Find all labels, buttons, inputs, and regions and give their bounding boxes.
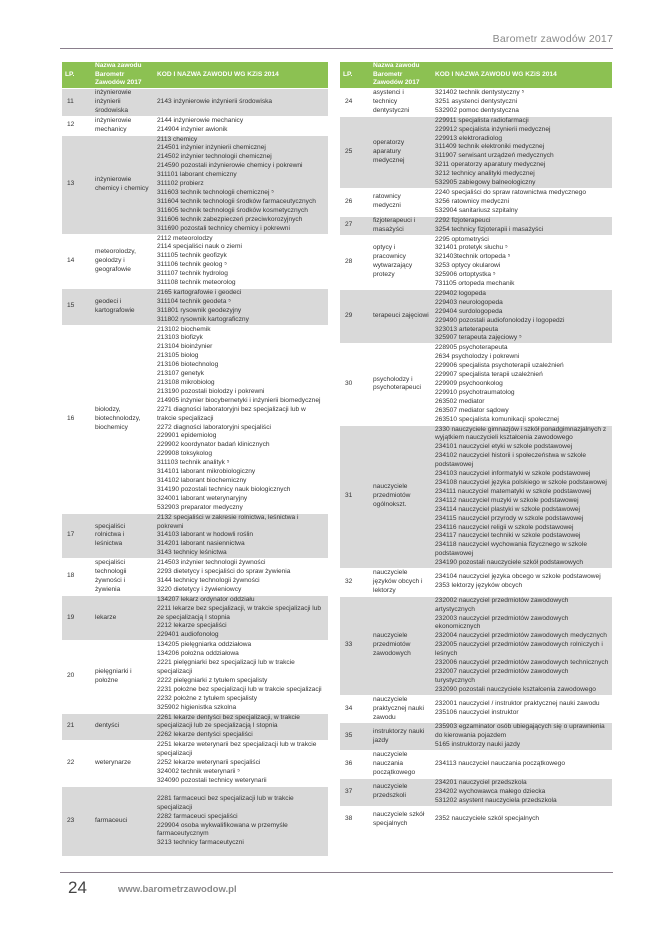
code-entry: 314201 laborant nasiennictwa xyxy=(157,540,245,548)
row-number: 13 xyxy=(62,135,92,234)
occupation-codes xyxy=(432,216,612,235)
code-entry: 325902 higienistka szkolna xyxy=(157,703,237,711)
code-entry: 235903 egzaminator osób ubiegających się o uprawnienia do kierowania pojazdem xyxy=(435,723,605,740)
row-number: 32 xyxy=(345,577,353,585)
code-entry: 214904 inżynier awionik xyxy=(157,125,228,133)
code-entry: 234114 nauczyciel plastyki w szkole podstawowej xyxy=(435,505,581,513)
code-entry: 232090 pozostali nauczyciele kształcenia zawodowego xyxy=(435,685,596,693)
code-entry: 314102 laborant biochemiczny xyxy=(157,476,247,484)
occupation-codes xyxy=(154,325,328,513)
table-row xyxy=(62,234,328,288)
code-entry: 532902 pomoc dentystyczna xyxy=(435,106,519,114)
table-row xyxy=(340,344,612,425)
code-entry: 2262 lekarze dentyści specjaliści xyxy=(157,731,253,739)
row-number: 24 xyxy=(345,97,353,105)
table-row xyxy=(340,289,612,343)
row-number: 23 xyxy=(62,786,92,856)
code-entry: 324001 laborant weterynaryjny xyxy=(157,494,248,502)
row-number: 21 xyxy=(62,713,92,741)
website-link[interactable]: www.barometrzawodow.pl xyxy=(118,884,237,895)
code-entry: 234118 nauczyciel wychowania fizycznego w szkole podstawowej xyxy=(435,541,587,558)
code-entry: 311605 technik technologii środków kosmetycznych xyxy=(157,206,308,214)
occupation-codes xyxy=(154,135,328,234)
table-row xyxy=(62,641,328,713)
occupation-codes xyxy=(432,806,612,839)
code-entry: 234117 nauczyciel techniki w szkole podstawowej xyxy=(435,532,581,540)
code-entry: 234113 nauczyciel nauczania początkowego xyxy=(435,760,566,768)
code-entry: 323013 arteterapeuta xyxy=(435,325,499,333)
code-entry: 263510 specjalista komunikacji społecznej xyxy=(435,415,559,423)
code-entry: 2240 specjaliści do spraw ratownictwa medycznego xyxy=(435,188,586,196)
code-entry: 2112 meteorolodzy xyxy=(157,234,213,242)
table-row xyxy=(340,569,612,597)
code-entry: 232002 nauczyciel przedmiotów zawodowych artystycznych xyxy=(435,596,569,613)
code-entry: 229912 specjalista inżynierii medycznej xyxy=(435,125,551,133)
code-entry: 532904 sanitariusz szpitalny xyxy=(435,206,518,214)
code-entry: 232003 nauczyciel przedmiotów zawodowych ekonomicznych xyxy=(435,614,569,631)
code-entry: 5165 instruktorzy nauki jazdy xyxy=(435,741,521,749)
code-entry: 229913 elektroradiolog xyxy=(435,134,503,142)
occupation-name: fizjoterapeuci i masażyści xyxy=(370,216,432,235)
row-number: 22 xyxy=(67,759,75,767)
code-entry: 232001 nauczyciel / instruktor praktycznej nauki zawodu xyxy=(435,700,600,708)
code-entry: 2231 położne bez specjalizacji lub w trakcie specjalizacji xyxy=(157,685,322,693)
code-entry: 2261 lekarze dentyści bez specjalizacji, w trakcie specjalizacji lub ze specjalizacją I stopnia xyxy=(157,713,300,730)
table-row xyxy=(340,596,612,695)
occupation-name: nauczyciele przedmiotów zawodowych xyxy=(370,596,432,695)
occupation-codes xyxy=(432,235,612,289)
code-entry: 229910 psychotraumatolog xyxy=(435,388,515,396)
occupation-codes xyxy=(432,695,612,723)
table-row xyxy=(340,751,612,779)
code-entry: 134207 lekarz ordynator oddziału xyxy=(157,595,255,603)
code-entry: 228905 psychoterapeuta xyxy=(435,344,508,352)
code-entry: 2353 lektorzy języków obcych xyxy=(435,582,523,590)
code-entry: 2143 inżynierowie inżynierii środowiska xyxy=(157,97,273,105)
code-entry: 2165 kartografowie i geodeci xyxy=(157,288,242,296)
occupation-name: ratownicy medyczni xyxy=(373,193,401,210)
occupation-name: nauczyciele szkół specjalnych xyxy=(373,810,425,827)
code-entry: 229908 toksykolog xyxy=(157,450,212,458)
code-entry: 311409 technik elektroniki medycznej xyxy=(435,143,545,151)
occupation-codes xyxy=(432,723,612,751)
code-entry: 311801 rysownik geodezyjny xyxy=(157,306,242,314)
code-entry: 134206 położna oddziałowa xyxy=(157,650,239,658)
code-entry: 311104 technik geodeta ⁵ xyxy=(157,297,231,305)
occupation-name: lekarze xyxy=(92,595,154,641)
code-entry: 229490 pozostali audiofonolodzy i logopedzi xyxy=(435,316,565,324)
row-number: 20 xyxy=(67,672,75,680)
table-header xyxy=(340,62,612,89)
code-entry: 234108 nauczyciel języka polskiego w szkole podstawowej xyxy=(435,478,607,486)
code-entry: 2271 diagności laboratoryjni bez specjalizacji lub w trakcie specjalizacji xyxy=(157,405,306,422)
code-entry: 232007 nauczyciel przedmiotów zawodowych turystycznych xyxy=(435,668,569,684)
occupation-name: meteorolodzy, geolodzy i geografowie xyxy=(95,247,136,273)
occupation-name: terapeuci zajęciowi xyxy=(370,289,432,343)
code-entry: 3253 optycy okularowi xyxy=(435,262,501,270)
occupation-codes xyxy=(154,559,328,596)
row-number: 28 xyxy=(345,257,353,265)
code-entry: 234111 nauczyciel matematyki w szkole podstawowej xyxy=(435,487,592,495)
code-entry: 234190 pozostali nauczyciele szkół podstawowych xyxy=(435,559,584,567)
top-rule xyxy=(60,48,613,49)
bottom-rule xyxy=(60,872,613,873)
code-entry: 3220 dietetycy i żywieniowcy xyxy=(157,585,242,593)
code-entry: 214503 inżynier technologii żywności xyxy=(157,559,266,567)
code-entry: 214590 pozostali inżynierowie chemicy i pokrewni xyxy=(157,162,303,170)
occupation-codes xyxy=(154,513,328,559)
table-row xyxy=(62,89,328,117)
code-entry: 311105 technik geofizyk xyxy=(157,252,227,260)
code-entry: 2114 specjaliści nauk o ziemi xyxy=(157,243,242,251)
row-number: 18 xyxy=(67,572,75,580)
column-header-lp: LP. xyxy=(62,62,92,89)
code-entry: 229404 surdologopeda xyxy=(435,307,503,315)
code-entry: 311108 technik meteorolog xyxy=(157,279,236,287)
code-entry: 263507 mediator sądowy xyxy=(435,406,509,414)
occupation-codes xyxy=(432,289,612,343)
code-entry: 311107 technik hydrolog xyxy=(157,270,228,278)
code-entry: 214501 inżynier inżynierii chemicznej xyxy=(157,144,266,152)
occupation-codes xyxy=(432,596,612,695)
table-row xyxy=(62,513,328,559)
code-entry: 731105 ortopeda mechanik xyxy=(435,280,515,288)
code-entry: 2282 farmaceuci specjaliści xyxy=(157,812,238,820)
code-entry: 2113 chemicy xyxy=(157,135,198,143)
occupation-codes xyxy=(432,188,612,216)
occupation-name: asystenci i technicy dentystyczni xyxy=(373,89,410,114)
code-entry: 2222 pielęgniarki z tytułem specjalisty xyxy=(157,676,268,684)
row-number: 25 xyxy=(340,116,370,188)
occupation-name: specjaliści technologii żywności i żywienia xyxy=(95,559,127,593)
code-entry: 314103 laborant w hodowli roślin xyxy=(157,531,254,539)
occupation-name: biolodzy, biotechnolodzy, biochemicy xyxy=(95,405,141,431)
table-row xyxy=(340,89,612,117)
occupation-codes xyxy=(154,595,328,641)
code-entry: 2212 lekarze specjaliści xyxy=(157,622,227,630)
code-entry: 321402 technik dentystyczny ⁵ xyxy=(435,89,525,96)
occupation-name: dentyści xyxy=(92,713,154,741)
occupation-codes xyxy=(432,751,612,779)
table-row xyxy=(340,695,612,723)
table-row xyxy=(62,559,328,596)
column-header-code: KOD I NAZWA ZAWODU WG KZiS 2014 xyxy=(432,62,612,89)
code-entry: 213190 pozostali biolodzy i pokrewni xyxy=(157,387,265,395)
occupation-codes xyxy=(154,234,328,288)
table-row xyxy=(62,786,328,856)
table-row xyxy=(340,425,612,569)
code-entry: 2144 inżynierowie mechanicy xyxy=(157,116,244,124)
code-entry: 232005 nauczyciel przedmiotów zawodowych rolniczych i leśnych xyxy=(435,641,603,658)
code-entry: 229901 epidemiolog xyxy=(157,432,217,440)
code-entry: 229906 specjalista psychoterapii uzależnień xyxy=(435,362,564,370)
occupations-table-right xyxy=(340,62,612,839)
row-number: 30 xyxy=(345,380,353,387)
occupation-name: inżynierowie chemicy i chemicy xyxy=(92,135,154,234)
code-entry: 314101 laborant mikrobiologiczny xyxy=(157,468,256,476)
occupation-codes xyxy=(432,778,612,806)
code-entry: 311102 probierz xyxy=(157,180,204,188)
occupation-codes xyxy=(154,741,328,787)
occupation-codes xyxy=(154,116,328,135)
code-entry: 311907 serwisant urządzeń medycznych xyxy=(435,152,554,160)
table-row xyxy=(340,723,612,751)
occupation-name: weterynarze xyxy=(95,759,131,767)
code-entry: 314190 pozostali technicy nauk biologicznych xyxy=(157,485,291,493)
table-row xyxy=(62,288,328,325)
code-entry: 3212 technicy analityki medycznej xyxy=(435,170,535,178)
occupation-codes xyxy=(154,786,328,856)
occupation-name: operatorzy aparatury medycznej xyxy=(370,116,432,188)
occupation-name: farmaceuci xyxy=(92,786,154,856)
code-entry: 324090 pozostali technicy weterynarii xyxy=(157,776,267,784)
row-number: 26 xyxy=(345,197,353,205)
code-entry: 2352 nauczyciele szkół specjalnych xyxy=(435,815,540,823)
code-entry: 213107 genetyk xyxy=(157,370,204,378)
table-row xyxy=(340,806,612,839)
table-row xyxy=(340,188,612,216)
occupation-codes xyxy=(432,425,612,569)
code-entry: 2272 diagności laboratoryjni specjaliści xyxy=(157,423,271,431)
occupation-name: nauczyciele języków obcych i lektorzy xyxy=(373,569,423,594)
page-number: 24 xyxy=(68,878,87,897)
code-entry: 234112 nauczyciel muzyki w szkole podstawowej xyxy=(435,496,579,504)
code-entry: 263502 mediator xyxy=(435,397,485,405)
code-entry: 234102 nauczyciel historii i społeczeństwa w szkole podstawowej xyxy=(435,452,586,469)
occupation-name: inżynierowie mechanicy xyxy=(95,116,132,133)
table-row xyxy=(62,135,328,234)
row-number: 33 xyxy=(340,596,370,695)
occupation-codes xyxy=(154,713,328,741)
code-entry: 234103 nauczyciel informatyki w szkole podstawowej xyxy=(435,470,591,478)
row-number: 31 xyxy=(340,425,370,569)
code-entry: 311603 technik technologii chemicznej ⁵ xyxy=(157,188,274,196)
occupation-codes xyxy=(154,288,328,325)
code-entry: 311106 technik geolog ⁵ xyxy=(157,261,227,269)
occupation-name: geodeci i kartografowie xyxy=(92,288,154,325)
code-entry: 3211 operatorzy aparatury medycznej xyxy=(435,161,546,169)
code-entry: 234202 wychowawca małego dziecka xyxy=(435,787,546,795)
code-entry: 311604 technik technologii środków farmaceutycznych xyxy=(157,197,316,205)
row-number: 29 xyxy=(340,289,370,343)
table-header xyxy=(62,62,328,89)
code-entry: 3144 technicy technologii żywności xyxy=(157,576,260,584)
code-entry: 311690 pozostali technicy chemicy i pokrewni xyxy=(157,224,290,232)
occupation-name: nauczyciele przedmiotów ogólnokszt. xyxy=(370,425,432,569)
occupations-table-left xyxy=(62,62,328,857)
code-entry: 324002 technik weterynarii ⁵ xyxy=(157,767,241,775)
code-entry: 531202 asystent nauczyciela przedszkola xyxy=(435,796,557,804)
code-entry: 325906 ortoptystka ⁵ xyxy=(435,271,496,279)
occupation-name: nauczyciele praktycznej nauki zawodu xyxy=(373,695,424,721)
code-entry: 2281 farmaceuci bez specjalizacji lub w trakcie specjalizacji xyxy=(157,794,294,811)
code-entry: 2132 specjaliści w zakresie rolnictwa, leśnictwa i pokrewni xyxy=(157,513,299,530)
table-row xyxy=(62,116,328,135)
occupation-name: optycy i pracownicy wytwarzający protezy xyxy=(373,244,413,279)
code-entry: 213105 biolog xyxy=(157,352,199,360)
code-entry: 3251 asystenci dentystyczni xyxy=(435,97,518,105)
table-row xyxy=(62,713,328,741)
code-entry: 229907 specjalista terapii uzależnień xyxy=(435,371,543,379)
code-entry: 213103 biofizyk xyxy=(157,334,203,342)
column-header-name: Nazwa zawodu Barometr Zawodów 2017 xyxy=(92,62,154,89)
code-entry: 532903 preparator medyczny xyxy=(157,503,243,511)
code-entry: 2252 lekarze weterynarii specjaliści xyxy=(157,759,261,767)
code-entry: 2232 położne z tytułem specjalisty xyxy=(157,694,258,702)
table-row xyxy=(62,595,328,641)
code-entry: 232006 nauczyciel przedmiotów zawodowych technicznych xyxy=(435,659,609,667)
code-entry: 3213 technicy farmaceutyczni xyxy=(157,839,244,847)
table-row xyxy=(340,778,612,806)
code-entry: 311103 technik analityk ⁵ xyxy=(157,459,230,467)
code-entry: 234101 nauczyciel etyki w szkole podstawowej xyxy=(435,443,573,451)
code-entry: 325907 terapeuta zajęciowy ⁵ xyxy=(435,334,522,342)
code-entry: 214905 inżynier biocybernetyki i inżynierii biomedycznej xyxy=(157,396,321,404)
occupation-name: instruktorzy nauki jazdy xyxy=(370,723,432,751)
table-row xyxy=(340,235,612,289)
code-entry: 234116 nauczyciel religii w szkole podstawowej xyxy=(435,523,574,531)
code-entry: 229904 osoba wykwalifikowana w przemyśle farmaceutycznym xyxy=(157,821,288,838)
code-entry: 311802 rysownik kartograficzny xyxy=(157,315,249,323)
code-entry: 2211 lekarze bez specjalizacji, w trakcie specjalizacji lub ze specjalizacją I stopnia xyxy=(157,604,322,621)
occupation-name: nauczyciele przedszkoli xyxy=(370,778,432,806)
row-number: 11 xyxy=(62,89,92,117)
occupation-name: inżynierowie inżynierii środowiska xyxy=(92,89,154,117)
code-entry: 214502 inżynier technologii chemicznej xyxy=(157,153,272,161)
code-entry: 2221 pielęgniarki bez specjalizacji lub w trakcie specjalizacji xyxy=(157,659,295,675)
table-row xyxy=(62,325,328,513)
occupation-codes xyxy=(432,344,612,425)
code-entry: 3256 ratownicy medyczni xyxy=(435,197,510,205)
row-number: 37 xyxy=(340,778,370,806)
code-entry: 229902 koordynator badań klinicznych xyxy=(157,441,270,449)
row-number: 34 xyxy=(345,704,353,712)
row-number: 38 xyxy=(345,815,353,823)
code-entry: 321403technik ortopeda ⁵ xyxy=(435,253,511,261)
code-entry: 311101 laborant chemiczny xyxy=(157,171,237,179)
row-number: 14 xyxy=(67,256,75,264)
occupation-codes xyxy=(154,89,328,117)
occupation-codes xyxy=(432,89,612,117)
code-entry: 2251 lekarze weterynarii bez specjalizacji lub w trakcie specjalizacji xyxy=(157,741,317,758)
table-row xyxy=(340,216,612,235)
code-entry: 2330 nauczyciele gimnazjów i szkół ponadgimnazjalnych z wyjątkiem nauczycieli kształcenia zawodowego xyxy=(435,425,607,442)
table-row xyxy=(340,116,612,188)
table-row xyxy=(62,741,328,787)
row-number: 19 xyxy=(62,595,92,641)
code-entry: 213106 biotechnolog xyxy=(157,361,219,369)
code-entry: 3254 technicy fizjoterapii i masażyści xyxy=(435,225,544,233)
occupation-name: psycholodzy i psychoterapeuci xyxy=(373,375,422,392)
row-number: 16 xyxy=(67,414,75,422)
code-entry: 321401 protetyk słuchu ⁵ xyxy=(435,244,508,252)
code-entry: 229402 logopeda xyxy=(435,289,486,297)
row-number: 36 xyxy=(345,760,353,768)
code-entry: 229909 psychoonkolog xyxy=(435,380,503,387)
code-entry: 2292 fizjoterapeuci xyxy=(435,216,491,224)
code-entry: 229403 neurologopeda xyxy=(435,298,503,306)
occupation-name: specjaliści rolnictwa i leśnictwa xyxy=(92,513,154,559)
code-entry: 134205 pielęgniarka oddziałowa xyxy=(157,641,252,649)
code-entry: 229401 audiofonolog xyxy=(157,631,219,639)
running-title: Barometr zawodów 2017 xyxy=(492,33,613,45)
row-number: 27 xyxy=(340,216,370,235)
code-entry: 235106 nauczyciel instruktor xyxy=(435,709,519,717)
occupation-codes xyxy=(432,569,612,597)
code-entry: 532905 zabiegowy balneologiczny xyxy=(435,179,536,187)
row-number: 35 xyxy=(340,723,370,751)
column-header-name: Nazwa zawodu Barometr Zawodów 2017 xyxy=(370,62,432,89)
row-number: 12 xyxy=(67,121,75,129)
occupation-codes xyxy=(432,116,612,188)
row-number: 15 xyxy=(62,288,92,325)
code-entry: 213104 bioinżynier xyxy=(157,343,213,351)
code-entry: 229911 specjalista radiofarmacji xyxy=(435,116,529,124)
code-entry: 2295 optometryści xyxy=(435,235,489,243)
code-entry: 2634 psycholodzy i pokrewni xyxy=(435,353,520,361)
code-entry: 234104 nauczyciel języka obcego w szkole podstawowej xyxy=(435,573,601,581)
code-entry: 311606 technik zabezpieczeń przeciwkorozyjnych xyxy=(157,215,303,223)
row-number: 17 xyxy=(62,513,92,559)
code-entry: 213102 biochemik xyxy=(157,325,211,333)
occupation-name: pielęgniarki i położne xyxy=(95,668,132,684)
column-header-code: KOD I NAZWA ZAWODU WG KZiS 2014 xyxy=(154,62,328,89)
column-header-lp: LP. xyxy=(340,62,370,89)
code-entry: 2293 dietetycy i specjaliści do spraw żywienia xyxy=(157,568,291,576)
occupation-name: nauczyciele nauczania początkowego xyxy=(373,751,416,776)
code-entry: 234201 nauczyciel przedszkola xyxy=(435,778,527,786)
code-entry: 234115 nauczyciel przyrody w szkole podstawowej xyxy=(435,514,584,522)
code-entry: 232004 nauczyciel przedmiotów zawodowych medycznych xyxy=(435,632,607,640)
code-entry: 213108 mikrobiolog xyxy=(157,379,215,386)
occupation-codes xyxy=(154,641,328,713)
code-entry: 3143 technicy leśnictwa xyxy=(157,549,227,557)
